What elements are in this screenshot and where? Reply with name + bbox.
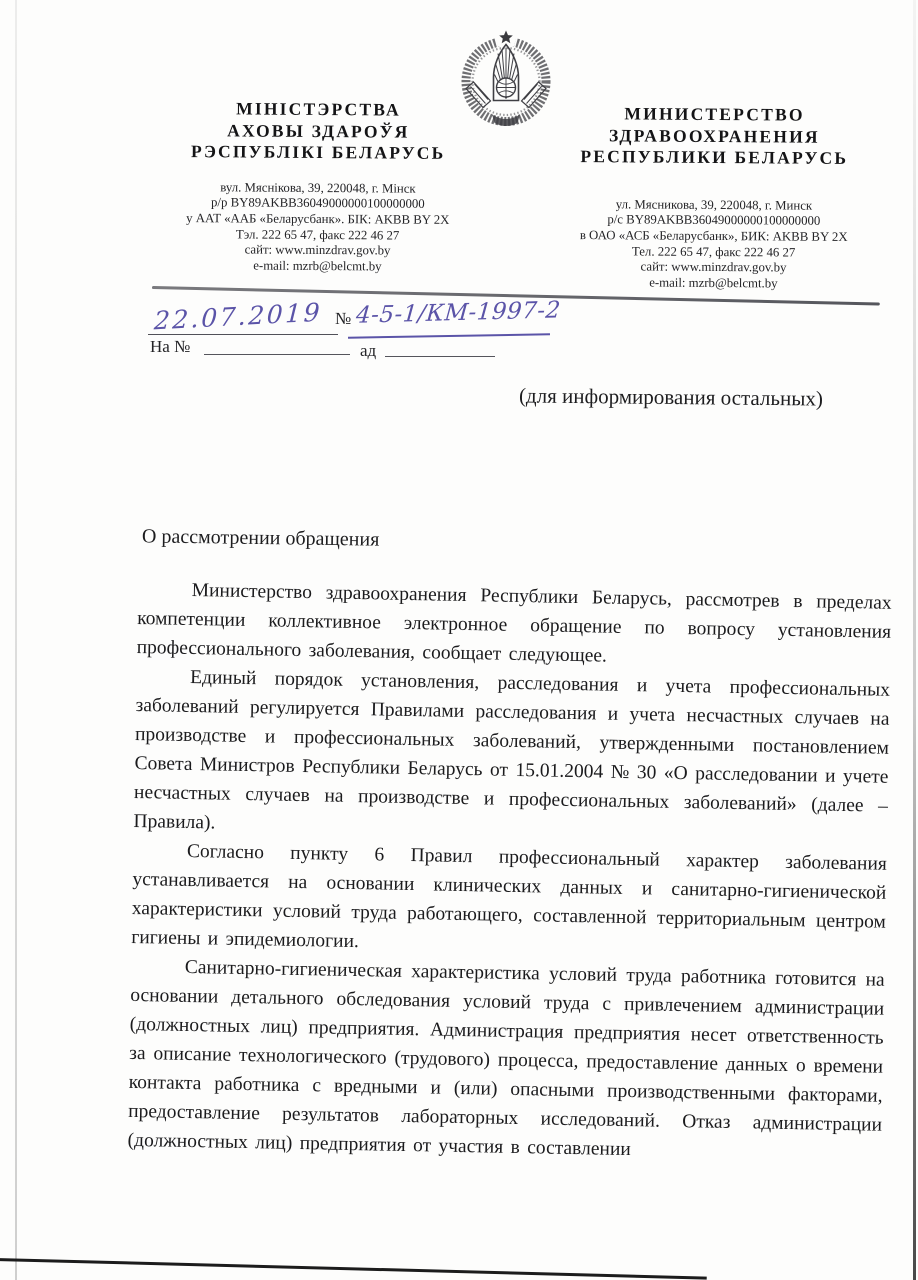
number-ink-underline (348, 333, 550, 339)
number-sign: № (335, 309, 352, 328)
phone-line: Тел. 222 65 47, факс 222 46 27 (631, 244, 796, 260)
bank-account-line: р/с BY89AKBB36049000000100000000 (607, 212, 821, 228)
from-blank-line (385, 356, 495, 357)
body-paragraph: Министерство здравоохранения Республики Беларусь, рассмотрев в пределах компетенции коллективное электронное обращение по вопросу установления профессионального заболевания, сообщает следующее. (136, 579, 892, 667)
reference-block (148, 297, 668, 370)
header-belarusian (125, 98, 510, 276)
bank-name-line: в ОАО «АСБ «Беларусбанк», БИК: AKBB BY 2X (579, 227, 848, 244)
scan-edge-right (913, 0, 916, 1280)
reply-blank-line (204, 354, 350, 355)
reply-to-label: На № (150, 337, 191, 356)
scan-edge-bottom (0, 1258, 707, 1279)
bank-name-line: у ААТ «ААБ «Беларусбанк». БІК: AKBB BY 2X (186, 210, 450, 227)
email-line: e-mail: mzrb@belcmt.by (649, 275, 778, 291)
email-line: e-mail: mzrb@belcmt.by (253, 258, 382, 274)
handwritten-outgoing-number: 4-5-1/КМ-1997-2 (355, 297, 562, 329)
bank-account-line: р/р BY89AKBB36049000000100000000 (211, 195, 425, 211)
body-paragraph: Единый порядок установления, расследования и учета профессиональных заболеваний регулируется Правилами расследования и учета несчастных случаев на производстве и профессиональных заболеваний, утвержденными постановлением Совета Министров Республики Беларусь от 15.01.2004 № 30 «О расследовании и учете несчастных случаев на производстве и профессиональных заболеваний» (далее – Правила). (133, 666, 891, 834)
ministry-title-ru-line: МИНИСТЕРСТВО (624, 103, 805, 125)
website-line: сайт: www.minzdrav.gov.by (244, 242, 391, 258)
ministry-title-ru-line: РЕСПУБЛИКИ БЕЛАРУСЬ (580, 146, 849, 168)
body-paragraph: Согласно пункту 6 Правил профессиональный характер заболевания устанавливается на основании клинических данных и санитарно-гигиенической характеристики условий труда работающего, составленной территориальным центром гигиены и эпидемиологии. (131, 840, 888, 953)
letter-body (127, 575, 892, 1169)
routing-note: (для информирования остальных) (518, 383, 824, 411)
body-paragraph: Санитарно-гигиеническая характеристика условий труда работника готовится на основании детального обследования условий труда с привлечением администрации (должностных лиц) предприятия. Администрация предприятия несет ответственность за описание технологического (трудового) процесса, предоставление данных о времени контакта работника с вредными и (или) опасными производственными факторами, предоставление результатов лабораторных исследований. Отказ администрации (должностных лиц) предприятия от участия в составлении (127, 956, 885, 1161)
address-line: ул. Мясникова, 39, 220048, г. Минск (615, 196, 813, 213)
phone-line: Тэл. 222 65 47, факс 222 46 27 (235, 227, 400, 243)
scan-edge-left (15, 0, 17, 1280)
handwritten-date: 22.07.2019 (153, 297, 323, 336)
address-line: вул. Мяснікова, 39, 220048, г. Мінск (220, 179, 416, 196)
from-date-label: ад (360, 341, 377, 360)
date-blank-line (148, 334, 338, 335)
ministry-title-by-line: РЭСПУБЛІКІ БЕЛАРУСЬ (191, 141, 446, 163)
website-line: сайт: www.minzdrav.gov.by (640, 259, 787, 275)
subject-line: О рассмотрении обращения (141, 525, 380, 551)
header-russian (519, 103, 908, 293)
ministry-title-by-line: МІНІСТЭРСТВА (236, 98, 401, 120)
ministry-title-ru-line: ЗДРАВООХРАНЕНИЯ (609, 124, 820, 147)
ministry-title-by-line: АХОВЫ ЗДАРОЎЯ (227, 119, 410, 142)
